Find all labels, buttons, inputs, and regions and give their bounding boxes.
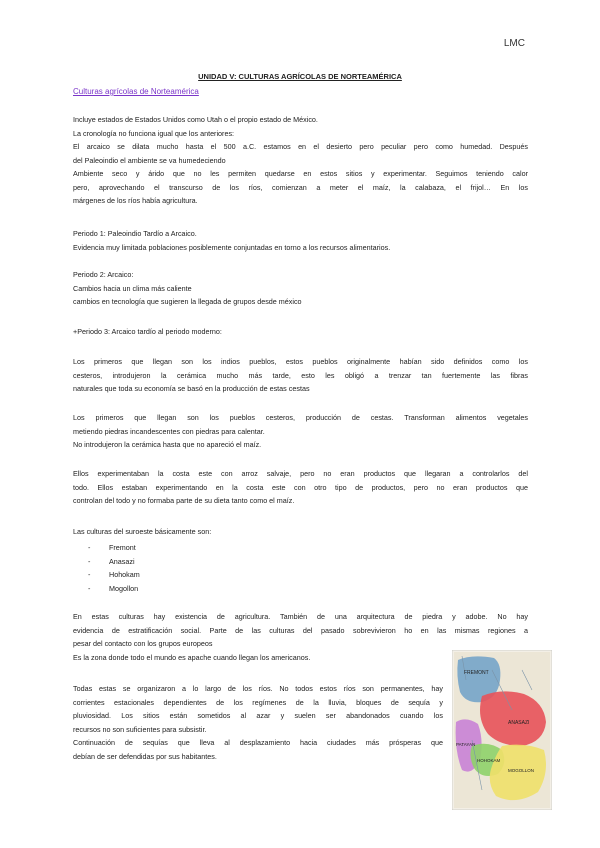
header-initials: LMC: [503, 38, 525, 49]
text-line: controlan del todo y no formaba parte de su dieta tanto como el maíz.: [73, 496, 295, 505]
intro-paragraph: [73, 113, 528, 208]
map-label-hohokam: HOHOKAM: [477, 758, 501, 763]
text-line: Evidencia muy limitada poblaciones posiblemente conjuntadas en torno a los recursos alimentarios.: [73, 242, 391, 252]
text-line: corrientes estacionales dependientes de los regímenes de la lluvia, bloques de sequía y: [73, 697, 443, 707]
text-line: Periodo 2: Arcaico:: [73, 270, 134, 279]
costa-paragraph: [73, 467, 528, 508]
text-line: No introdujeron la cerámica hasta que no apareció el maíz.: [73, 440, 262, 449]
text-line: recursos no son suficientes para subsistir.: [73, 724, 207, 734]
map-label-mogollon: MOGOLLON: [508, 768, 535, 773]
text-line: Los primeros que llegan son los pueblos cesteros, producción de cestas. Transforman alimentos vegetales: [73, 413, 528, 422]
text-line: Cambios hacia un clima más caliente: [73, 283, 192, 293]
text-line: pluviosidad. Los sitios están sometidos al azar y suelen ser abandonados cuando los: [73, 711, 443, 720]
periodo-2-paragraph: [73, 268, 528, 309]
cesteros-paragraph-2: [73, 411, 528, 452]
map-label-fremont: FREMONT: [464, 670, 489, 676]
text-line: Las culturas del suroeste básicamente son:: [73, 527, 212, 536]
text-line: Incluye estados de Estados Unidos como Utah o el propio estado de México.: [73, 115, 318, 124]
text-line: márgenes de los ríos había agricultura.: [73, 196, 198, 205]
cesteros-paragraph-1: [73, 355, 528, 396]
text-line: cambios en tecnología que sugieren la llegada de grupos desde méxico: [73, 297, 302, 306]
list-item: - Mogollon: [88, 582, 140, 596]
document-title: UNIDAD V: CULTURAS AGRÍCOLAS DE NORTEAMÉRICA: [198, 72, 402, 81]
text-line: pero, aprovechando el transcurso de los ríos, comienzan a meter el maíz, la calabaza, el frijol… En los: [73, 182, 528, 192]
map-label-anasazi: ANASAZI: [508, 720, 530, 726]
text-line: Es la zona donde todo el mundo es apache cuando llegan los americanos.: [73, 652, 311, 662]
text-line: Ellos experimentaban la costa este con arroz salvaje, pero no eran productos que llegaran a controlarlos del: [73, 469, 528, 478]
suroeste-intro: [73, 525, 528, 539]
map-label-patayan: PATAYAN: [456, 742, 476, 747]
southwest-cultures-map: [452, 650, 552, 810]
text-line: En estas culturas hay existencia de agricultura. También de una arquitectura de piedra y adobe. No hay: [73, 612, 528, 621]
text-line: del Paleoindio el ambiente se va humedeciendo: [73, 155, 226, 165]
text-line: Los primeros que llegan son los indios pueblos, estos pueblos originalmente habían sido definidos como los: [73, 357, 528, 366]
text-line: Todas estas se organizaron a lo largo de los ríos. No todos estos ríos son permanentes, hay: [73, 684, 443, 693]
text-line: Continuación de sequías que lleva al desplazamiento hacia ciudades más prósperas que: [73, 738, 443, 747]
periodo-3-heading: [73, 325, 528, 339]
list-item: - Fremont: [88, 541, 140, 555]
text-line: +Periodo 3: Arcaico tardío al periodo moderno:: [73, 327, 222, 336]
periodo-1-paragraph: [73, 227, 528, 254]
suroeste-culture-list: [88, 541, 140, 595]
text-line: pesar del contacto con los grupos europeos: [73, 639, 213, 648]
rios-paragraph: [73, 682, 443, 763]
text-line: El arcaico se dilata mucho hasta el 500 a.C. estamos en el desierto pero peculiar pero como humedad. Después: [73, 142, 528, 151]
text-line: La cronología no funciona igual que los anteriores:: [73, 128, 235, 138]
list-item: - Hohokam: [88, 568, 140, 582]
text-line: todo. Ellos estaban experimentando en la costa este con otro tipo de productos, pero no eran productos que: [73, 482, 528, 492]
text-line: naturales que toda su economía se basó en la producción de estas cestas: [73, 384, 310, 393]
section-heading-link[interactable]: Culturas agrícolas de Norteamérica: [73, 87, 199, 96]
text-line: Periodo 1: Paleoindio Tardío a Arcaico.: [73, 229, 197, 238]
text-line: metiendo piedras incandescentes con piedras para calentar.: [73, 426, 265, 436]
text-line: cesteros, introdujeron la cerámica mucho más tarde, esto les obligó a trenzar tan fuertemente las fibras: [73, 370, 528, 380]
text-line: evidencia de estratificación social. Parte de las culturas del pasado sobrevivieron ho en las mismas regiones a: [73, 625, 528, 635]
list-item: - Anasazi: [88, 555, 140, 569]
text-line: Ambiente seco y árido que no les permiten quedarse en estos sitios y experimentar. Seguimos teniendo calor: [73, 169, 528, 178]
text-line: debían de ser defendidas por sus habitantes.: [73, 751, 217, 761]
